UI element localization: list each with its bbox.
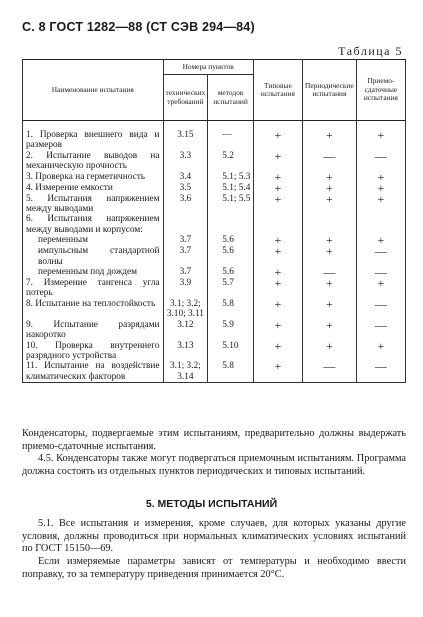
col-header-tech: технических требований xyxy=(163,75,208,121)
cell-method: 5.1; 5.4 xyxy=(208,183,254,194)
cell-periodic-test: — xyxy=(303,361,357,382)
cell-type-test: + xyxy=(253,246,302,267)
table-row xyxy=(23,361,406,382)
cell-test-name: 4. Измерение емкости xyxy=(23,183,164,194)
cell-periodic-test: — xyxy=(303,151,357,172)
cell-method: — xyxy=(208,121,254,151)
cell-tech-req: 3.3 xyxy=(163,151,208,172)
cell-method: 5.1; 5.3 xyxy=(208,172,254,183)
cell-periodic-test: + xyxy=(303,320,357,341)
cell-tech-req xyxy=(163,214,208,235)
sub-item-label: переменным xyxy=(38,235,88,246)
cell-method: 5.6 xyxy=(208,267,254,278)
cell-tech-req: 3.1; 3.2; 3.14 xyxy=(163,361,208,382)
table-row xyxy=(23,246,406,267)
col-header-type-tests: Типовые испытания xyxy=(253,60,302,121)
cell-test-name: 6. Испытания напряжением между выводами и корпусом: xyxy=(23,214,164,235)
paragraph-4-5: 4.5. Конденсаторы также могут подвергаться приемочным испытаниям. Программа должна состоять из отдельных пунктов периодических и типовых испытаний. xyxy=(22,453,406,477)
col-header-methods: методов испытаний xyxy=(208,75,254,121)
paragraph-5-1: 5.1. Все испытания и измерения, кроме случаев, для которых указаны другие условия, должны проводиться при нормальных климатических условиях испытаний по ГОСТ 15150—69. xyxy=(22,518,406,555)
cell-type-test: + xyxy=(253,172,302,183)
table-caption: Таблица 5 xyxy=(338,44,403,58)
table-row xyxy=(23,121,406,151)
cell-type-test: + xyxy=(253,320,302,341)
cell-tech-req: 3.7 xyxy=(163,246,208,267)
cell-test-name: 10. Проверка внутреннего разрядного устройства xyxy=(23,341,164,362)
table-row xyxy=(23,194,406,215)
cell-test-name: 2. Испытание выводов на механическую прочность xyxy=(23,151,164,172)
cell-type-test: + xyxy=(253,341,302,362)
cell-acceptance-test: + xyxy=(356,121,405,151)
cell-tech-req: 3.1; 3.2; 3.10; 3.11 xyxy=(163,299,208,320)
cell-test-name: 11. Испытание на воздействие климатических факторов xyxy=(23,361,164,382)
cell-acceptance-test: + xyxy=(356,278,405,299)
cell-periodic-test: + xyxy=(303,194,357,215)
col-header-acceptance: Приемо-сдаточные испытания xyxy=(356,60,405,121)
cell-test-name xyxy=(23,267,164,278)
table-row xyxy=(23,183,406,194)
cell-test-name: 7. Измерение тангенса угла потерь xyxy=(23,278,164,299)
cell-tech-req: 3.4 xyxy=(163,172,208,183)
cell-tech-req: 3.12 xyxy=(163,320,208,341)
cell-tech-req: 3.5 xyxy=(163,183,208,194)
sub-item-label: переменным под дождем xyxy=(38,267,138,278)
cell-type-test: + xyxy=(253,278,302,299)
cell-type-test: + xyxy=(253,183,302,194)
cell-method: 5.6 xyxy=(208,246,254,267)
cell-periodic-test: + xyxy=(303,299,357,320)
tests-table xyxy=(22,59,406,383)
cell-periodic-test: + xyxy=(303,235,357,246)
table-row xyxy=(23,235,406,246)
cell-periodic-test: + xyxy=(303,341,357,362)
cell-type-test: + xyxy=(253,299,302,320)
cell-acceptance-test: — xyxy=(356,267,405,278)
cell-tech-req: 3.13 xyxy=(163,341,208,362)
paragraph-temperature: Если измеряемые параметры зависят от температуры и необходимо ввести поправку, то за температуру приведения принимается 20°С. xyxy=(22,556,406,580)
paragraph-preconditions: Конденсаторы, подвергаемые этим испытаниям, предварительно должны выдержать приемо-сдаточные испытания. xyxy=(22,428,406,452)
cell-type-test: + xyxy=(253,121,302,151)
sub-item-label: импульсным стандартной волны xyxy=(38,246,160,267)
cell-method: 5.1; 5.5 xyxy=(208,194,254,215)
cell-test-name: 1. Проверка внешнего вида и размеров xyxy=(23,121,164,151)
cell-tech-req: 3.6 xyxy=(163,194,208,215)
cell-method: 5.9 xyxy=(208,320,254,341)
table-body xyxy=(23,121,406,383)
cell-type-test: + xyxy=(253,235,302,246)
table-row xyxy=(23,214,406,235)
cell-method: 5.6 xyxy=(208,235,254,246)
cell-tech-req: 3.7 xyxy=(163,267,208,278)
cell-acceptance-test: — xyxy=(356,246,405,267)
cell-acceptance-test: — xyxy=(356,151,405,172)
cell-tech-req: 3.7 xyxy=(163,235,208,246)
table-row xyxy=(23,267,406,278)
cell-periodic-test xyxy=(303,214,357,235)
cell-test-name: 5. Испытания напряжением между выводами xyxy=(23,194,164,215)
cell-test-name xyxy=(23,246,164,267)
cell-method: 5.2 xyxy=(208,151,254,172)
cell-type-test: + xyxy=(253,361,302,382)
cell-periodic-test: + xyxy=(303,121,357,151)
cell-method: 5.8 xyxy=(208,361,254,382)
cell-periodic-test: — xyxy=(303,267,357,278)
cell-type-test xyxy=(253,214,302,235)
cell-method: 5.7 xyxy=(208,278,254,299)
cell-method xyxy=(208,214,254,235)
table-row xyxy=(23,172,406,183)
cell-method: 5.8 xyxy=(208,299,254,320)
table-row xyxy=(23,299,406,320)
section-title: 5. МЕТОДЫ ИСПЫТАНИЙ xyxy=(145,498,278,510)
table-row xyxy=(23,341,406,362)
cell-periodic-test: + xyxy=(303,246,357,267)
cell-test-name xyxy=(23,235,164,246)
cell-acceptance-test: + xyxy=(356,183,405,194)
col-header-name: Наименование испытания xyxy=(23,60,164,121)
cell-type-test: + xyxy=(253,151,302,172)
cell-periodic-test: + xyxy=(303,183,357,194)
cell-acceptance-test: + xyxy=(356,341,405,362)
cell-tech-req: 3.15 xyxy=(163,121,208,151)
table-row xyxy=(23,151,406,172)
cell-type-test: + xyxy=(253,194,302,215)
table-head xyxy=(23,60,406,121)
cell-test-name: 3. Проверка на герметичность xyxy=(23,172,164,183)
cell-acceptance-test: + xyxy=(356,172,405,183)
cell-acceptance-test xyxy=(356,214,405,235)
col-header-group: Номера пунктов xyxy=(163,60,253,75)
cell-periodic-test: + xyxy=(303,172,357,183)
cell-periodic-test: + xyxy=(303,278,357,299)
cell-method: 5.10 xyxy=(208,341,254,362)
cell-test-name: 9. Испытание разрядами накоротко xyxy=(23,320,164,341)
col-header-periodic: Периодические испытания xyxy=(303,60,357,121)
cell-tech-req: 3.9 xyxy=(163,278,208,299)
cell-acceptance-test: + xyxy=(356,194,405,215)
cell-test-name: 8. Испытание на теплостойкость xyxy=(23,299,164,320)
table-row xyxy=(23,278,406,299)
cell-type-test: + xyxy=(253,267,302,278)
cell-acceptance-test: — xyxy=(356,320,405,341)
table-row xyxy=(23,320,406,341)
page-header: С. 8 ГОСТ 1282—88 (СТ СЭВ 294—84) xyxy=(22,20,255,34)
cell-acceptance-test: + xyxy=(356,235,405,246)
cell-acceptance-test: — xyxy=(356,361,405,382)
cell-acceptance-test: — xyxy=(356,299,405,320)
